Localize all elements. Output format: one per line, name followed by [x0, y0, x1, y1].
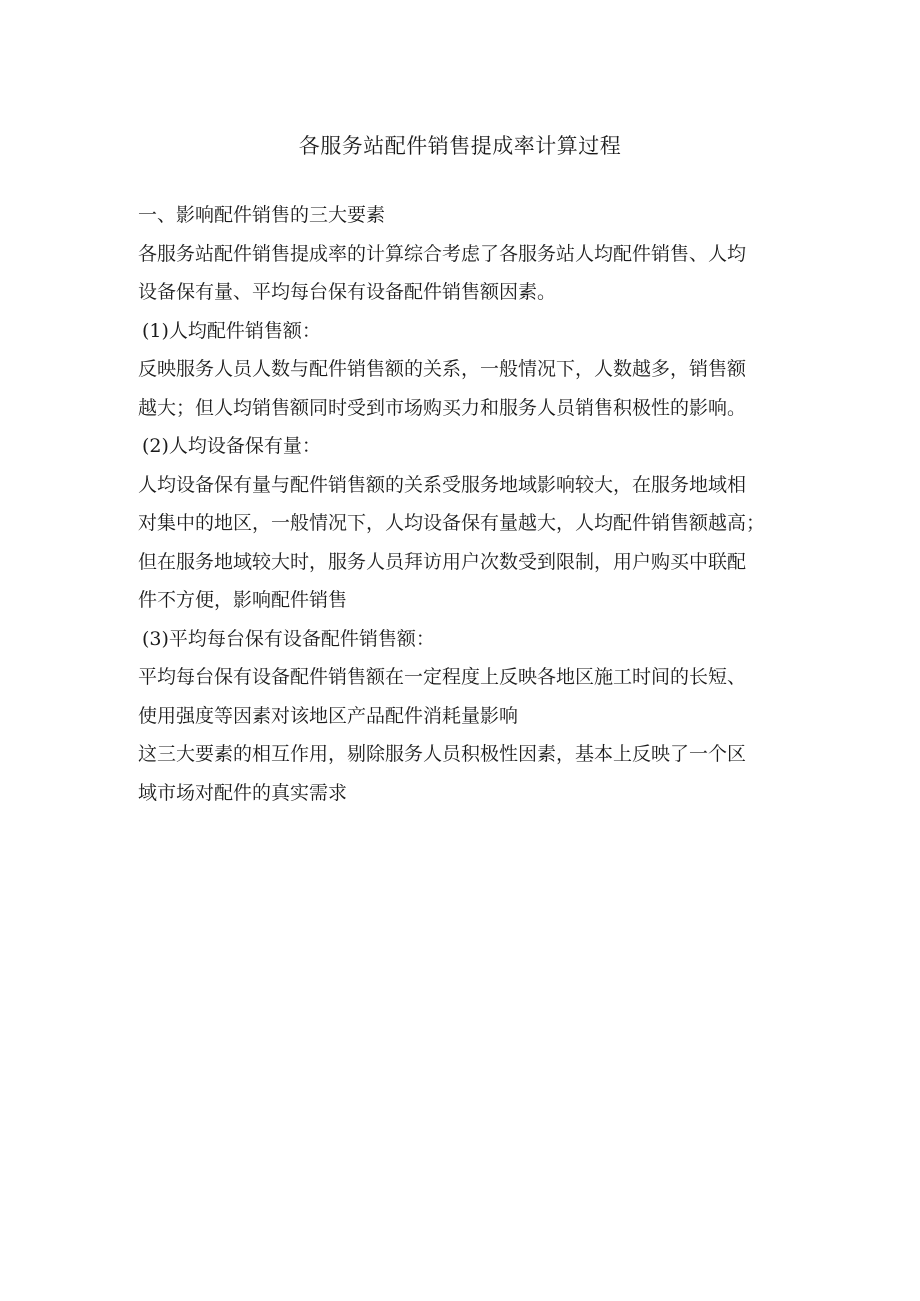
document-title: 各服务站配件销售提成率计算过程 — [298, 134, 622, 158]
paragraph-line: 件不方便，影响配件销售 — [138, 589, 348, 611]
paragraph-line: 越大；但人均销售额同时受到市场购买力和服务人员销售积极性的影响。 — [138, 396, 747, 419]
paragraph-line: 平均每台保有设备配件销售额在一定程度上反映各地区施工时间的长短、 — [138, 666, 747, 688]
subheading-per-capita-equipment: (2)人均设备保有量： — [142, 435, 321, 457]
paragraph-line: 域市场对配件的真实需求 — [138, 781, 348, 804]
document-body — [138, 196, 798, 812]
paragraph-line: 使用强度等因素对该地区产品配件消耗量影响 — [138, 704, 519, 727]
paragraph-line: 对集中的地区，一般情况下，人均设备保有量越大，人均配件销售额越高； — [138, 512, 766, 534]
paragraph-line: 设备保有量、平均每台保有设备配件销售额因素。 — [138, 281, 557, 303]
paragraph-line: 这三大要素的相互作用，剔除服务人员积极性因素，基本上反映了一个区 — [138, 743, 747, 765]
paragraph-line: 各服务站配件销售提成率的计算综合考虑了各服务站人均配件销售、人均 — [138, 242, 747, 265]
section-heading: 一、影响配件销售的三大要素 — [138, 204, 386, 226]
paragraph-line: 但在服务地域较大时，服务人员拜访用户次数受到限制，用户购买中联配 — [138, 550, 747, 573]
subheading-per-unit-sales: (3)平均每台保有设备配件销售额： — [142, 627, 435, 650]
subheading-per-capita-sales: (1)人均配件销售额： — [142, 319, 321, 342]
paragraph-line: 人均设备保有量与配件销售额的关系受服务地域影响较大，在服务地域相 — [138, 473, 747, 496]
paragraph-line: 反映服务人员人数与配件销售额的关系，一般情况下，人数越多，销售额 — [138, 358, 747, 380]
